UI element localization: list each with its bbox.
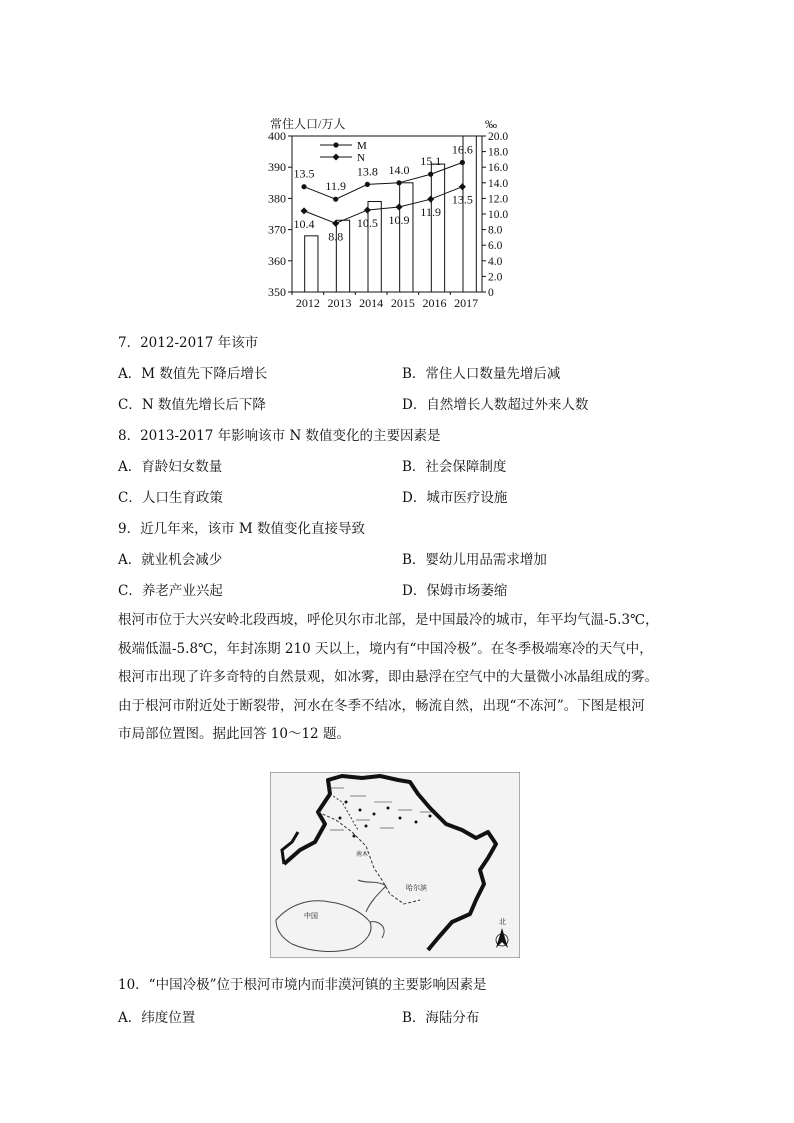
data-label-N: 10.4 xyxy=(293,216,315,231)
right-tick-label: 18.0 xyxy=(488,146,509,159)
left-tick-label: 350 xyxy=(268,285,286,299)
right-tick-label: 0 xyxy=(488,287,494,299)
passage-line: 根河市位于大兴安岭北段西坡，呼伦贝尔市北部，是中国最冷的城市，年平均气温-5.3℃， xyxy=(118,612,659,628)
right-tick-label: 6.0 xyxy=(488,240,503,253)
passage-line: 根河市出现了许多奇特的自然景观，如冰雾，即由悬浮在空气中的大量微小冰晶组成的雾。 xyxy=(118,669,658,685)
data-label-N: 10.5 xyxy=(356,216,378,231)
q8-option-a[interactable]: A．育龄妇女数量 xyxy=(118,459,223,475)
left-tick-label: 400 xyxy=(268,129,286,143)
point-M xyxy=(460,160,465,165)
population-bar xyxy=(368,202,381,292)
population-chart xyxy=(262,112,530,316)
left-tick-label: 390 xyxy=(268,160,286,175)
data-label-N: 11.9 xyxy=(420,205,441,220)
passage xyxy=(118,606,678,749)
q7-option-b[interactable]: B．常住人口数量先增后减 xyxy=(402,366,561,382)
q8-stem: 8．2013-2017 年影响该市 N 数值变化的主要因素是 xyxy=(118,428,441,444)
passage-line: 极端低温-5.8℃，年封冻期 210 天以上，境内有“中国冷极”。在冬季极端寒冷的天气中， xyxy=(118,640,653,657)
right-tick-label: 2.0 xyxy=(488,271,503,284)
legend-m: M xyxy=(357,140,367,152)
q7-option-d[interactable]: D．自然增长人数超过外来人数 xyxy=(402,397,589,413)
point-M xyxy=(301,184,306,189)
legend-n: N xyxy=(357,152,365,164)
q7-stem: 7．2012-2017 年该市 xyxy=(118,335,259,351)
legend xyxy=(320,140,367,164)
passage-line: 市局部位置图。据此回答 10～12 题。 xyxy=(118,726,350,742)
data-label-M: 14.0 xyxy=(388,162,410,177)
q9-stem: 9．近几年来，该市 M 数值变化直接导致 xyxy=(118,521,365,537)
data-label-M: 11.9 xyxy=(325,179,346,194)
q8-option-b[interactable]: B．社会保障制度 xyxy=(402,459,507,475)
point-M xyxy=(396,180,401,185)
data-label-M: 16.6 xyxy=(451,142,473,157)
point-M xyxy=(333,197,338,202)
category-label: 2016 xyxy=(422,296,447,310)
data-label-M: 13.5 xyxy=(293,166,315,181)
q8-option-d[interactable]: D．城市医疗设施 xyxy=(402,490,508,506)
q8-option-c[interactable]: C．人口生育政策 xyxy=(118,490,223,506)
population-bar xyxy=(463,136,476,292)
left-axis-title: 常住人口/万人 xyxy=(270,117,346,131)
location-map xyxy=(270,772,520,958)
population-bar xyxy=(431,164,444,292)
label-south: 南木 xyxy=(356,852,369,858)
left-tick-label: 370 xyxy=(268,222,286,237)
point-M xyxy=(428,172,433,177)
q7-option-a[interactable]: A．M 数值先下降后增长 xyxy=(118,366,268,382)
data-label-N: 8.8 xyxy=(328,229,344,244)
right-tick-label: 16.0 xyxy=(488,162,509,175)
right-tick-label: 12.0 xyxy=(488,193,509,206)
right-tick-label: 10.0 xyxy=(488,209,509,221)
category-label: 2017 xyxy=(454,296,479,310)
data-label-M: 13.8 xyxy=(356,164,378,179)
q9-option-a[interactable]: A．就业机会减少 xyxy=(118,552,223,568)
left-tick-label: 360 xyxy=(268,253,286,268)
right-tick-label: 8.0 xyxy=(488,224,503,237)
category-label: 2013 xyxy=(327,296,352,310)
population-bar xyxy=(400,183,413,292)
passage-line: 由于根河市附近处于断裂带，河水在冬季不结冰，畅流自然，出现“不冻河”。下图是根河 xyxy=(118,697,645,714)
right-tick-label: 4.0 xyxy=(488,255,503,268)
category-label: 2014 xyxy=(359,296,384,310)
q9-option-b[interactable]: B．婴幼儿用品需求增加 xyxy=(402,552,547,568)
q7-option-c[interactable]: C．N 数值先增长后下降 xyxy=(118,397,266,413)
q10-option-b[interactable]: B．海陆分布 xyxy=(402,1010,480,1026)
left-tick-label: 380 xyxy=(268,191,286,206)
plot-frame xyxy=(292,136,482,292)
label-harbin: 哈尔滨 xyxy=(406,884,427,892)
point-M xyxy=(365,182,370,187)
q9-option-d[interactable]: D．保姆市场萎缩 xyxy=(402,583,508,599)
q9-option-c[interactable]: C．养老产业兴起 xyxy=(118,583,223,599)
right-tick-label: 20.0 xyxy=(488,131,509,143)
data-label-N: 10.9 xyxy=(388,212,410,227)
right-tick-label: 14.0 xyxy=(488,177,509,190)
point-N xyxy=(300,207,307,214)
data-label-N: 13.5 xyxy=(451,192,473,207)
category-label: 2012 xyxy=(295,296,320,310)
label-north: 北 xyxy=(499,918,506,926)
q10-option-a[interactable]: A．纬度位置 xyxy=(118,1010,196,1026)
q10-stem: 10．“中国冷极”位于根河市境内而非漠河镇的主要影响因素是 xyxy=(118,977,487,993)
population-bar xyxy=(305,236,318,292)
label-china: 中国 xyxy=(304,912,318,920)
data-label-M: 15.1 xyxy=(420,154,442,169)
right-axis-title: ‰ xyxy=(485,117,497,131)
category-label: 2015 xyxy=(390,296,415,310)
